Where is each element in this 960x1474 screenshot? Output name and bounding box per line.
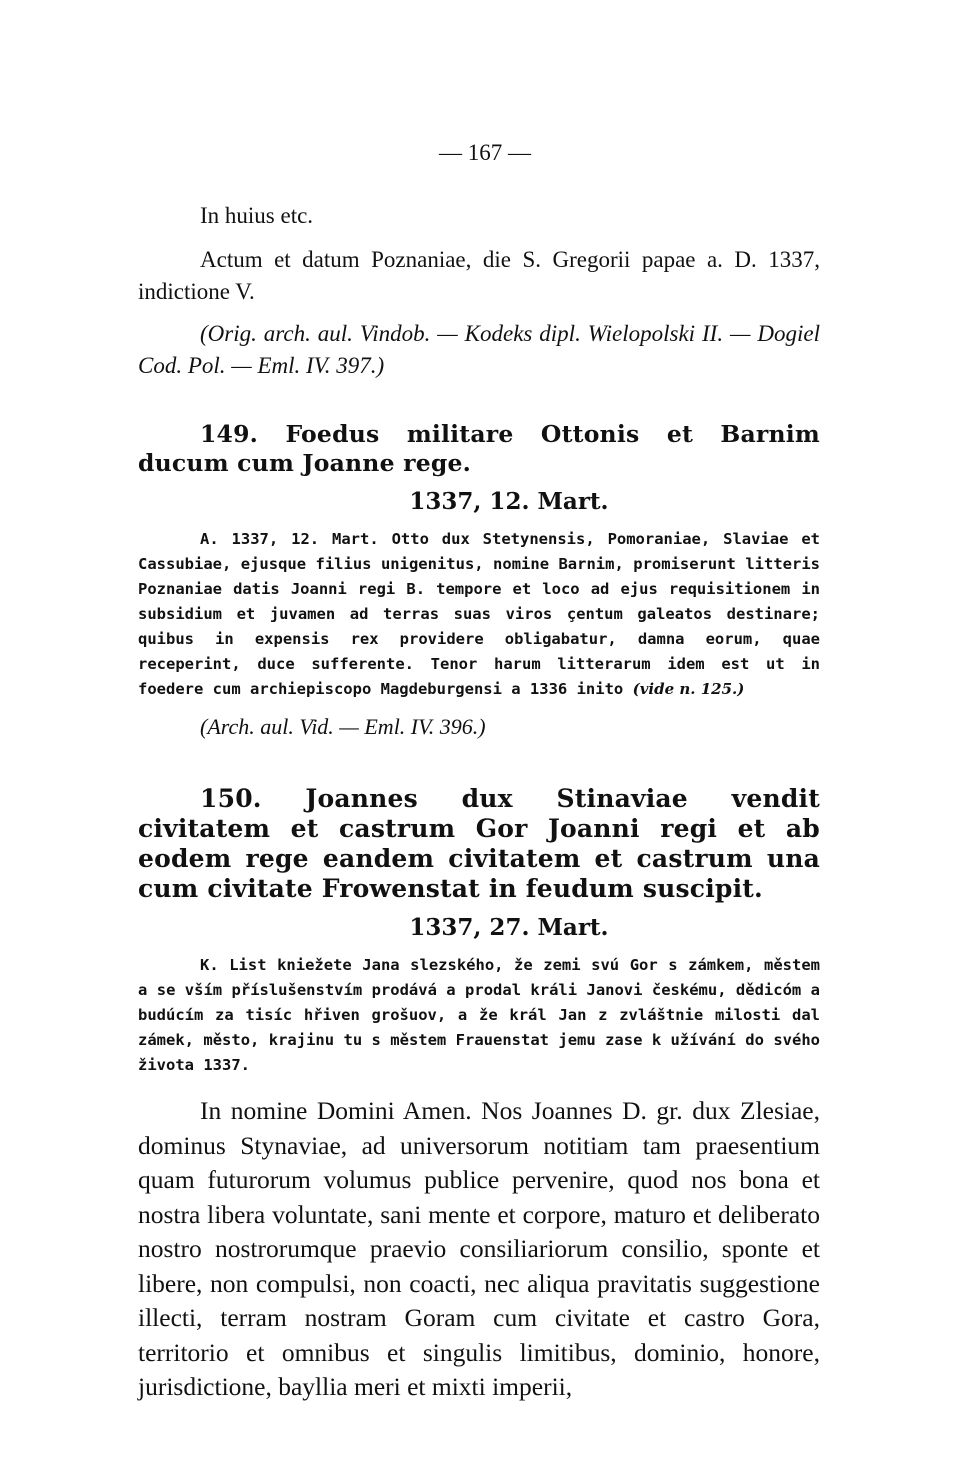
source-note-149: (Arch. aul. Vid. — Eml. IV. 396.) [200,714,486,739]
document-heading-149: 149. Foedus militare Ottonis et Barnim ducum cum Joanne rege. [138,420,820,477]
regest-149-text: A. 1337, 12. Mart. Otto dux Stetynensis, Pomoraniae, Slaviae et Cassubiae, ejusque filius unigenitus, nomine Barnim, promiserunt litteris Poznaniae datis Joanni regi B. tempore et loco ad ejus requisitionem in subsidium et juvamen ad terras suas viros çentum galeatos destinare; quibus in expensis rex providere obligabatur, damna eorum, quae receperint, duce sufferente. Tenor harum litterarum idem est ut in foedere cum archiepiscopo Magdeburgensi a 1336 inito [138,530,820,698]
source-note-148: (Orig. arch. aul. Vindob. — Kodeks dipl. Wielopolski II. — Dogiel Cod. Pol. — Eml. IV. 397.) [138,321,820,378]
document-heading-150: 150. Joannes dux Stinaviae vendit civitatem et castrum Gor Joanni regi et ab eodem rege eandem civitatem et castrum una cum civitate Frowenstat in feudum suscipit. [138,784,820,903]
dating-clause: Actum et datum Poznaniae, die S. Gregorii papae a. D. 1337, indictione V. [138,247,820,304]
regest-149 [138,527,820,702]
page [138,140,820,1405]
document-date-149: 1337, 12. Mart. [409,488,609,515]
charter-text-150: In nomine Domini Amen. Nos Joannes D. gr. dux Zlesiae, dominus Stynaviae, ad universorum notitiam tam praesentium quam futurorum volumus publice pervenire, quod nos bona et nostra libera voluntate, sani mente et corpore, maturo et deliberato nostro nostrorumque praevio consiliariorum consilio, sponte et libere, non compulsi, non coacti, nec aliqua pravitatis suggestione illecti, terram nostram Goram cum civitate et castro Gora, territorio et omnibus et singulis limitibus, dominio, honore, jurisdictione, bayllia meri et mixti imperii, [138,1096,820,1401]
closing-formula: In huius etc. [200,203,314,228]
regest-150: K. List kniežete Jana slezského, že zemi svú Gor s zámkem, městem a se vším příslušenstvím prodává a prodal králi Janovi českému, dědicóm a budúcím za tisíc hřiven grošuov, a že král Jan z zvláštnie milosti dal zámek, město, krajinu tu s městem Frauenstat jemu zase k užívání do svého života 1337. [138,956,820,1074]
regest-149-reference: (vide n. 125.) [632,680,745,698]
document-date-150: 1337, 27. Mart. [409,914,609,941]
page-number: — 167 — [439,140,531,165]
